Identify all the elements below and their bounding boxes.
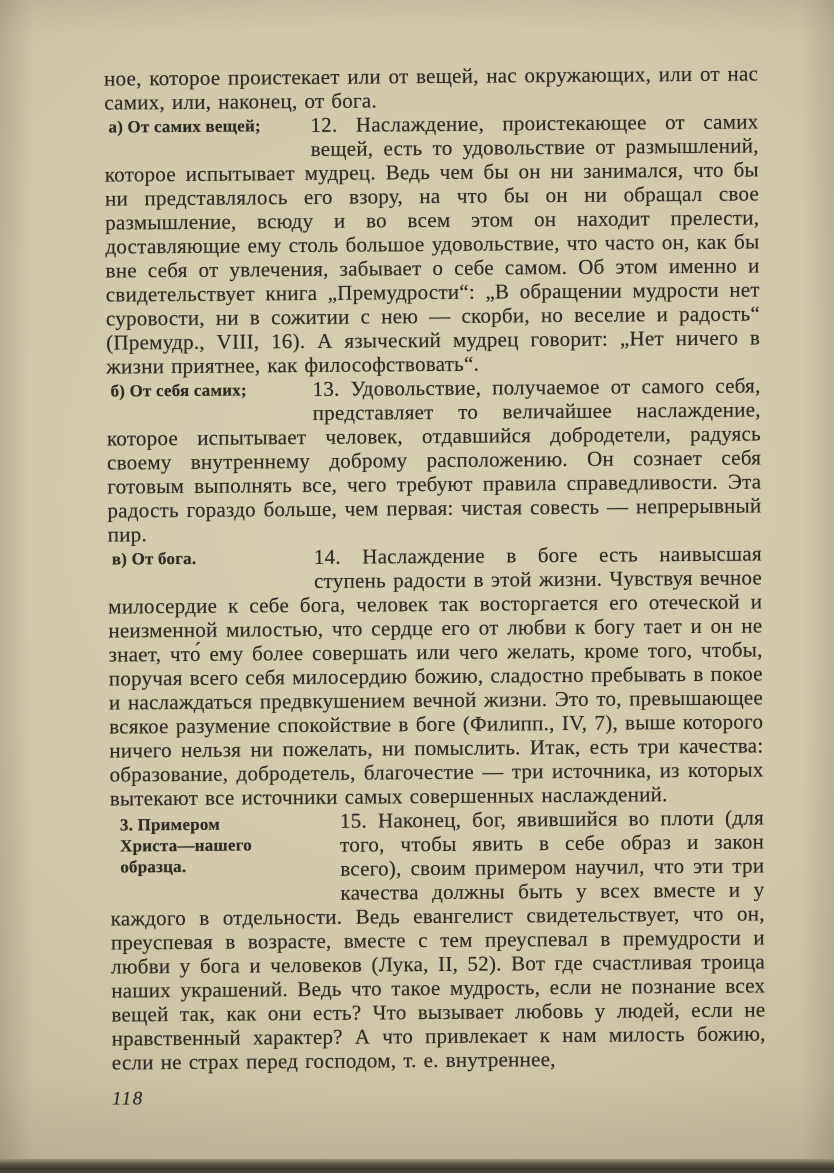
paragraph-text: 12. Наслаждение, проистекающее от самих вещей, есть то удовольствие от размышлений, которое испытывает мудрец. Ведь чем бы он ни занимался, что бы ни представлялось его взору, на что бы он ни обращал свое размышление, всюду и во всем этом он находит прелести, доставляющие ему столь большое удовольствие, что часто он, как бы вне себя от увлечения, забывает о себе самом. Об этом именно и свидетельствует книга „Премудрости“: „В обращении мудрости нет суровости, ни в сожитии с нею — скорби, но веселие и радость“ (Премудр., VIII, 16). А языческий мудрец говорит: „Нет ничего в жизни приятнее, как философствовать“. [104, 109, 761, 379]
margin-note-from-ourselves: б) От себя самих; [110, 380, 247, 401]
page-edge-shadow [0, 1159, 834, 1173]
margin-note-from-god: в) От бога. [111, 548, 197, 569]
paragraph-text: 14. Наслаждение в боге есть наивысшая ступень радости в этой жизни. Чувствуя вечное милосердие к себе бога, человек так восторгается его отеческой и неизменной милостью, что сердце его от любви к богу тает и он не знает, что́ ему более совершать или чего желать, кроме того, чтобы, поручая всего себя милосердию божию, сладостно пребывать в покое и наслаждаться предвкушением вечной жизни. Это то, превышающее всякое разумение спокойствие в боге (Филипп., IV, 7), выше которого ничего нельзя ни пожелать, ни помыслить. Итак, есть три качества: образование, добродетель, благочестие — три источника, из которых вытекают все источники самых совершенных наслаждений. [108, 541, 764, 811]
paragraph-14 [108, 541, 764, 810]
page-number: 118 [112, 1088, 144, 1110]
paragraph-15 [110, 805, 766, 1074]
paragraph-text: 15. Наконец, бог, явившийся во плоти (для того, чтобы явить в себе образ и закон всего), своим примером научил, что эти три качества должны быть у всех вместе и у каждого в отдельности. Ведь евангелист свидетельствует, что он, преуспевая в возрасте, вместе с тем преуспевал в премудрости и любви у бога и человеков (Лука, II, 52). Вот где счастливая троица наших украшений. Ведь что такое мудрость, если не познание всех вещей так, как они есть? Что вызывает любовь у людей, если не нравственный характер? А что привлекает к нам милость божию, если не страх перед господом, т. е. внутреннее, [110, 805, 766, 1075]
paragraph-13 [106, 373, 761, 546]
intro-text: ное, которое проистекает или от вещей, нас окружающих, или от нас самих, или, наконец, от бога. [104, 61, 759, 115]
margin-note-example-of-christ: 3. Примером Христа—нашего образца. [119, 814, 252, 877]
paragraph-text: 13. Удовольствие, получаемое от самого себя, представляет то величайшее наслаждение, которое испытывает человек, отдавшийся добродетели, радуясь своему внутреннему доброму расположению. Он сознает себя готовым выполнять все, чего требуют правила справедливости. Эта радость гораздо больше, чем первая: чистая совесть — непрерывный пир. [106, 373, 762, 547]
margin-note-from-things: а) От самих вещей; [108, 116, 261, 137]
page-text-block [104, 61, 766, 1110]
paragraph-12 [104, 109, 760, 378]
